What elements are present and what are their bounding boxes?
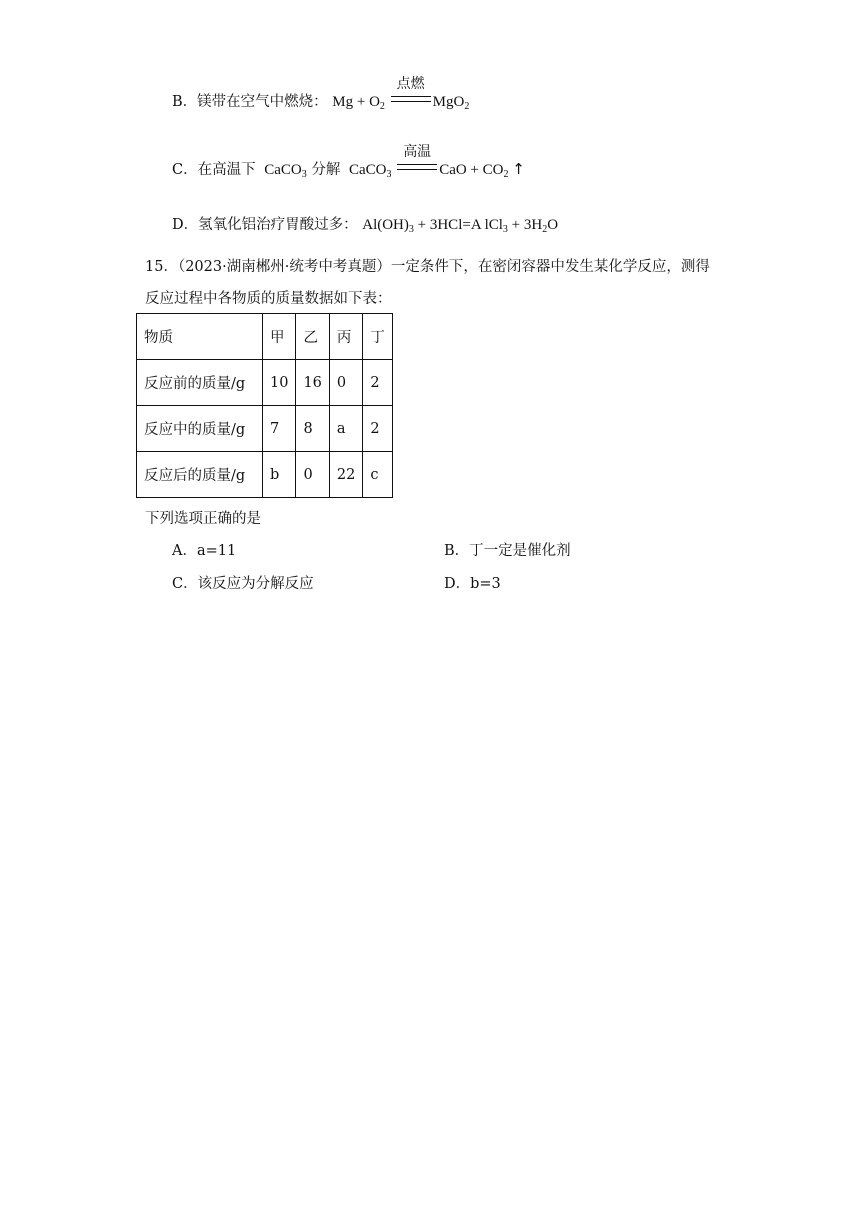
double-line-sign	[397, 164, 437, 170]
option-b-label: B．镁带在空气中燃烧：	[172, 94, 328, 110]
table-cell: 2	[363, 360, 393, 406]
equation-caco3-decomposition: CaCO$_3$ 高温 CaO + $CO_2$ ↑	[348, 145, 525, 180]
table-row	[137, 452, 393, 498]
equation-mg-combustion: $Mg + O_2$ 点燃 MgO$_2$	[332, 77, 470, 112]
reaction-condition: 点燃	[391, 94, 431, 111]
table-header-cell: 丁	[363, 314, 393, 360]
option-c-label: C．在高温下	[172, 162, 256, 178]
table-header-cell: 甲	[263, 314, 296, 360]
option-d-label: D．氢氧化铝治疗胃酸过多：	[172, 217, 358, 233]
reaction-condition: 高温	[397, 162, 437, 179]
table-cell: 0	[296, 452, 329, 498]
table-cell: 10	[263, 360, 296, 406]
table-header-cell: 丙	[329, 314, 362, 360]
table-cell: 反应前的质量/g	[137, 360, 263, 406]
option-b-previous	[172, 77, 470, 112]
table-cell: b	[263, 452, 296, 498]
option-c-previous: C．在高温下 CaCO$_3$ 分解 CaCO$_3$ 高温 CaO + $CO_2$ ↑	[172, 145, 525, 180]
option-b: B．丁一定是催化剂	[444, 543, 571, 559]
equation-aluminum-hydroxide: $Al(OH)_3 + 3HCl=A$ $lCl_3 + 3H_2O$	[362, 217, 559, 235]
mass-data-table	[136, 313, 393, 498]
option-c: C．该反应为分解反应	[172, 576, 314, 592]
table-cell: 8	[296, 406, 329, 452]
question-15-stem-line2: 反应过程中各物质的质量数据如下表：	[145, 291, 392, 307]
table-row	[137, 360, 393, 406]
table-cell: a	[329, 406, 362, 452]
table-header-row	[137, 314, 393, 360]
option-d-previous	[172, 213, 558, 234]
option-d: D．b=3	[444, 576, 501, 592]
table-header-cell: 物质	[137, 314, 263, 360]
table-cell: 22	[329, 452, 362, 498]
question-15-stem-line1: 15．（2023·湖南郴州·统考中考真题）一定条件下，在密闭容器中发生某化学反应，测得	[145, 259, 710, 275]
table-row	[137, 406, 393, 452]
question-15-prompt: 下列选项正确的是	[145, 511, 261, 527]
table-header-cell: 乙	[296, 314, 329, 360]
table-cell: 2	[363, 406, 393, 452]
table-cell: c	[363, 452, 393, 498]
table-cell: 反应中的质量/g	[137, 406, 263, 452]
option-a: A．a=11	[172, 543, 237, 559]
table-cell: 0	[329, 360, 362, 406]
table-cell: 反应后的质量/g	[137, 452, 263, 498]
table-cell: 7	[263, 406, 296, 452]
table-cell: 16	[296, 360, 329, 406]
double-line-sign	[391, 96, 431, 102]
gas-arrow-icon: ↑	[512, 160, 525, 178]
